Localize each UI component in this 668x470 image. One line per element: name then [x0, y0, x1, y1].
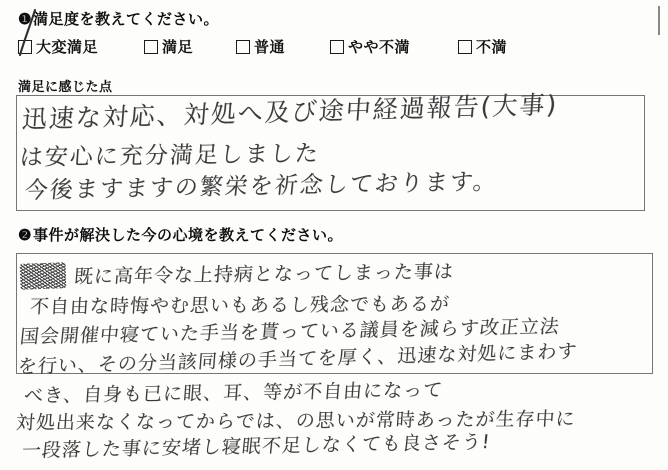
- checkbox-daihen-manzoku[interactable]: [18, 40, 32, 54]
- option-yaya-fuman[interactable]: [330, 36, 410, 57]
- question2-heading: [18, 224, 343, 245]
- question1-heading: [18, 8, 219, 29]
- checkbox-yaya-fuman[interactable]: [330, 40, 344, 54]
- question1-number: ❶: [18, 12, 32, 28]
- handwriting-line: 迅速な対応、対処へ及び途中経過報告(大事): [20, 89, 560, 135]
- option-manzoku[interactable]: [144, 36, 193, 57]
- handwriting-line: 不自由な時悔やむ思いもあるし残念でもあるが: [29, 293, 451, 319]
- handwriting-line: 一段落した事に安堵し寝眠不足しなくても良さそう!: [20, 430, 492, 463]
- handwriting-line: 対処出来なくなってからでは、の思いが常時あったが生存中に: [15, 408, 577, 435]
- handwriting-line: は安心に充分満足しました: [18, 140, 321, 172]
- satisfaction-options: [18, 36, 658, 56]
- checkbox-futsuu[interactable]: [236, 40, 250, 54]
- option-fuman[interactable]: [458, 36, 507, 57]
- checkbox-manzoku[interactable]: [144, 40, 158, 54]
- option-label: 大変満足: [36, 40, 99, 56]
- option-futsuu[interactable]: [236, 36, 285, 57]
- option-label: 満足: [162, 40, 194, 56]
- handwriting-line: 今後ますますの繁栄を祈念しております。: [23, 168, 500, 205]
- option-daihen-manzoku[interactable]: [18, 36, 98, 57]
- checkbox-fuman[interactable]: [458, 40, 472, 54]
- handwriting-line: 既に高年令な上持病となってしまった事は: [73, 260, 455, 289]
- option-label: 不満: [476, 40, 508, 56]
- scribbled-out-word: [20, 262, 67, 290]
- question2-text: 事件が解決した今の心境を教えてください。: [32, 228, 343, 244]
- handwriting-line: 国会開催中寝ていた手当を貰っている議員を減らす改正立法: [18, 315, 561, 349]
- handwriting-line: べき、自身も已に眼、耳、等が不自由になって: [23, 379, 444, 408]
- comment-box-label: 満足に感じた点: [18, 79, 113, 94]
- question2-number: ❷: [18, 228, 32, 244]
- option-label: やや不満: [348, 40, 411, 56]
- handwriting-line: を行い、その分当該同様の手当てを厚く、迅速な対処にまわす: [17, 340, 579, 379]
- option-label: 普通: [254, 40, 286, 56]
- scan-edge-artifact: [658, 6, 660, 35]
- question1-text: 満足度を教えてください。: [32, 12, 219, 28]
